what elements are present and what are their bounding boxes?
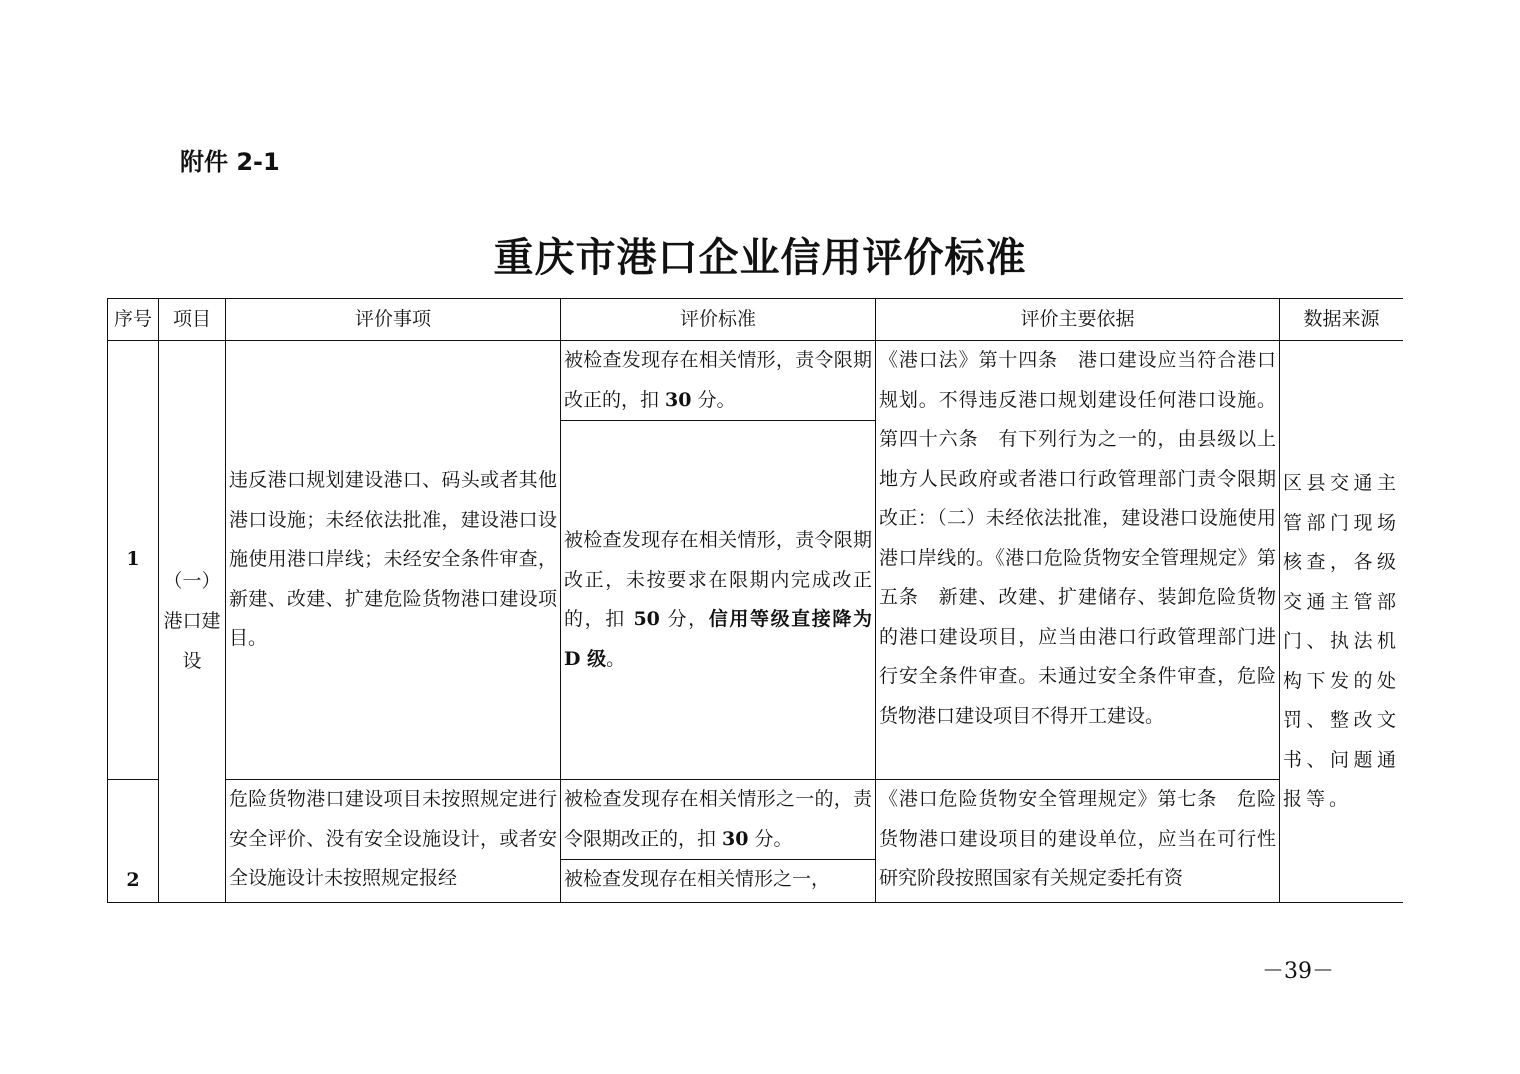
row-1-standard-2: 被检查发现存在相关情形，责令限期改正，未按要求在限期内完成改正的，扣 50 分，信用等级直接降为 D 级。 — [561, 421, 876, 780]
header-matter: 评价事项 — [226, 299, 561, 341]
row-2-matter: 危险货物港口建设项目未按照规定进行安全评价、没有安全设施设计，或者安全设施设计未按照规定报经 — [226, 780, 561, 904]
document-title: 重庆市港口企业信用评价标准 — [493, 234, 1027, 281]
row-2-seq: 2 — [108, 780, 159, 904]
row-1-seq: 1 — [108, 341, 159, 780]
header-standard: 评价标准 — [561, 299, 876, 341]
table-row — [108, 780, 1404, 860]
header-seq: 序号 — [108, 299, 159, 341]
table-row — [108, 341, 1404, 421]
row-2-standard-2: 被检查发现存在相关情形之一， — [561, 860, 876, 904]
credit-standard-table — [107, 298, 1403, 903]
project-cell: （一）港口建设 — [159, 341, 226, 904]
attachment-label: 附件 2-1 — [180, 148, 280, 176]
header-project: 项目 — [159, 299, 226, 341]
table-header-row — [108, 299, 1404, 341]
row-1-basis: 《港口法》第十四条 港口建设应当符合港口规划。不得违反港口规划建设任何港口设施。第四十六条 有下列行为之一的，由县级以上地方人民政府或者港口行政管理部门责令限期改正：（二）未经依法批准，建设港口设施使用港口岸线的。《港口危险货物安全管理规定》第五条 新建、改建、扩建储存、装卸危险货物的港口建设项目，应当由港口行政管理部门进行安全条件审查。未通过安全条件审查，危险货物港口建设项目不得开工建设。 — [876, 341, 1280, 780]
row-1-standard-1: 被检查发现存在相关情形，责令限期改正的，扣 30 分。 — [561, 341, 876, 421]
data-source-cell: 区县交通主管部门现场核查，各级交通主管部门、执法机构下发的处罚、整改文书、问题通报等。 — [1280, 341, 1404, 904]
header-source: 数据来源 — [1280, 299, 1404, 341]
header-basis: 评价主要依据 — [876, 299, 1280, 341]
page-number: －39－ — [1262, 959, 1334, 984]
row-2-standard-1: 被检查发现存在相关情形之一的，责令限期改正的，扣 30 分。 — [561, 780, 876, 860]
row-1-matter: 违反港口规划建设港口、码头或者其他港口设施；未经依法批准，建设港口设施使用港口岸线；未经安全条件审查，新建、改建、扩建危险货物港口建设项目。 — [226, 341, 561, 780]
row-2-basis: 《港口危险货物安全管理规定》第七条 危险货物港口建设项目的建设单位，应当在可行性研究阶段按照国家有关规定委托有资 — [876, 780, 1280, 904]
